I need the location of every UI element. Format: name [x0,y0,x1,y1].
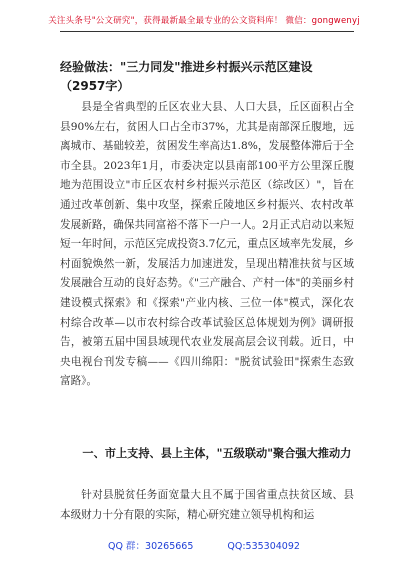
header-banner: 关注头条号"公文研究"，获得最新最全最专业的公文资料库！ 微信：gongwenyj [48,16,360,26]
paragraph-intro: 县是全省典型的丘区农业大县、人口大县，丘区面积占全县90%左右，贫困人口占全市37%，尤其是南部深丘腹地，远离城市、基础较差，贫困发生率高达1.8%，发展整体滞后于全市全县。2023年1月，市委决定以县南部100平方公里深丘腹地为范围设立"市丘区农村乡村振兴示范区（综改区）"，旨在通过改革创新、集中攻坚，探索丘陵地区乡村振兴、农村改革发展新路，确保共同富裕不落下一户一人。2月正式启动以来短短一年时间，示范区完成投资3.7亿元，重点区域率先发展，乡村面貌焕然一新，发展活力加速迸发，呈现出精准扶贫与区域发展融合互动的良好态势。《"三产融合、产村一体"的美丽乡村建设模式探索》和《探索"产业内核、三位一体"模式，深化农村综合改革—以市农村综合改革试验区总体规划为例》调研报告，被第五届中国县域现代农业发展高层会议刊载。近日，中央电视台刊发专稿——《四川绵阳："脱贫试验田"探索生态致富路》。 [60,101,354,388]
article-title: 经验做法："三力同发"推进乡村振兴示范区建设（2957字） [60,60,313,93]
footer-contact [0,538,408,552]
header-divider [60,31,354,32]
article-body-section-1 [60,486,354,525]
article-body [60,98,354,392]
section-heading: 一、市上支持、县上主体，"五级联动"聚合强大推动力 [82,447,352,460]
paragraph-section-1: 针对县脱贫任务面宽量大且不属于国省重点扶贫区域、县本级财力十分有限的实际，精心研究建立领导机构和运 [60,489,354,521]
footer-qq-number: QQ:535304092 [227,541,300,552]
footer-qq-group: QQ 群：30265665 [108,541,194,552]
